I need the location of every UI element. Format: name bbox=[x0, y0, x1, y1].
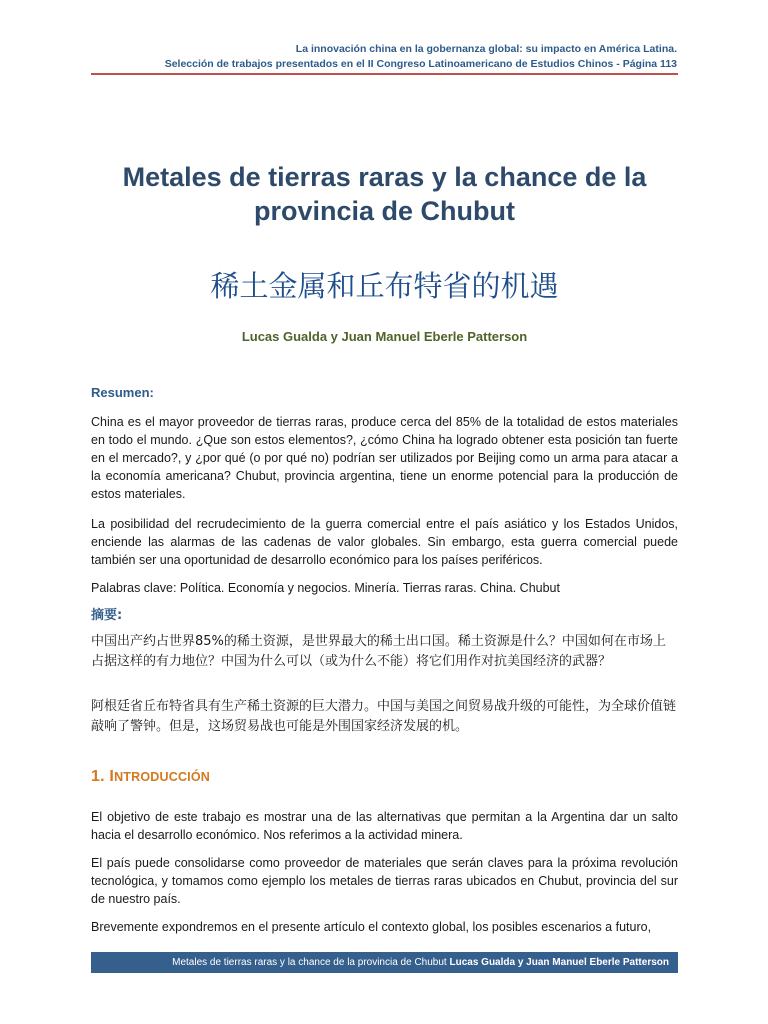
paper-title-chinese: 稀土金属和丘布特省的机遇 bbox=[210, 269, 559, 303]
abstract-zh-heading bbox=[91, 604, 122, 623]
abstract-zh-paragraph-1: 中国出产约占世界85%的稀土资源，是世界最大的稀土出口国。稀土资源是什么？中国如何在市场上占据这样的有力地位？中国为什么可以（或为什么不能）将它们用作对抗美国经济的武器？ bbox=[91, 634, 666, 669]
header-divider bbox=[91, 73, 678, 75]
authors: Lucas Gualda y Juan Manuel Eberle Patterson bbox=[241, 329, 528, 344]
header-line-1: La innovación china en la gobernanza global: su impacto en América Latina. bbox=[295, 43, 677, 55]
abstract-zh-colon: : bbox=[117, 608, 123, 623]
resumen-paragraph-2: La posibilidad del recrudecimiento de la guerra comercial entre el país asiático y los Estados Unidos, enciende las alarmas de las cadenas de valor globales. Sin embargo, esta guerra comercial puede también ser una oportunidad de desarrollo económico para los países periféricos. bbox=[91, 517, 678, 567]
footer-title: Metales de tierras raras y la chance de la provincia de Chubut bbox=[172, 957, 447, 968]
resumen-heading: Resumen: bbox=[91, 385, 154, 400]
abstract-zh-label: 摘要 bbox=[91, 608, 118, 623]
title-line-1: Metales de tierras raras y la chance de la bbox=[122, 162, 647, 192]
title-line-2: provincia de Chubut bbox=[253, 196, 515, 226]
introduction-initial: I bbox=[109, 768, 115, 785]
intro-paragraph-2: El país puede consolidarse como proveedor de materiales que serán claves para la próxima revolución tecnológica, y tomamos como ejemplo los metales de tierras raras ubicados en Chubut, provincia del sur de nuestro país. bbox=[91, 856, 678, 906]
introduction-number: 1. bbox=[91, 768, 105, 785]
footer-authors: Lucas Gualda y Juan Manuel Eberle Patterson bbox=[449, 957, 669, 968]
paper-title-spanish bbox=[91, 160, 678, 228]
resumen-paragraph-1: China es el mayor proveedor de tierras raras, produce cerca del 85% de la totalidad de estos materiales en todo el mundo. ¿Que son estos elementos?, ¿cómo China ha logrado obtener esta posición tan fuerte en el mercado?, y ¿por qué (o por qué no) podrían ser utilizados por Beijing como un arma para atacar a la economía americana? Chubut, provincia argentina, tiene un enorme potencial para la producción de estos materiales. bbox=[91, 415, 678, 501]
running-footer bbox=[91, 952, 678, 973]
running-header bbox=[77, 42, 677, 72]
intro-paragraph-1: El objetivo de este trabajo es mostrar una de las alternativas que permitan a la Argentina dar un salto hacia el desarrollo económico. Nos referimos a la actividad minera. bbox=[91, 810, 678, 842]
header-line-2: Selección de trabajos presentados en el II Congreso Latinoamericano de Estudios Chinos - Página 113 bbox=[164, 58, 677, 70]
abstract-zh-paragraph-2: 阿根廷省丘布特省具有生产稀土资源的巨大潜力。中国与美国之间贸易战升级的可能性，为全球价值链敲响了警钟。但是，这场贸易战也可能是外围国家经济发展的机。 bbox=[91, 699, 677, 734]
introduction-title-rest: NTRODUCCIÓN bbox=[114, 770, 211, 784]
intro-paragraph-3: Brevemente expondremos en el presente artículo el contexto global, los posibles escenarios a futuro, bbox=[91, 920, 652, 934]
introduction-heading bbox=[91, 768, 210, 786]
keywords: Palabras clave: Política. Economía y negocios. Minería. Tierras raras. China. Chubut bbox=[91, 581, 560, 595]
